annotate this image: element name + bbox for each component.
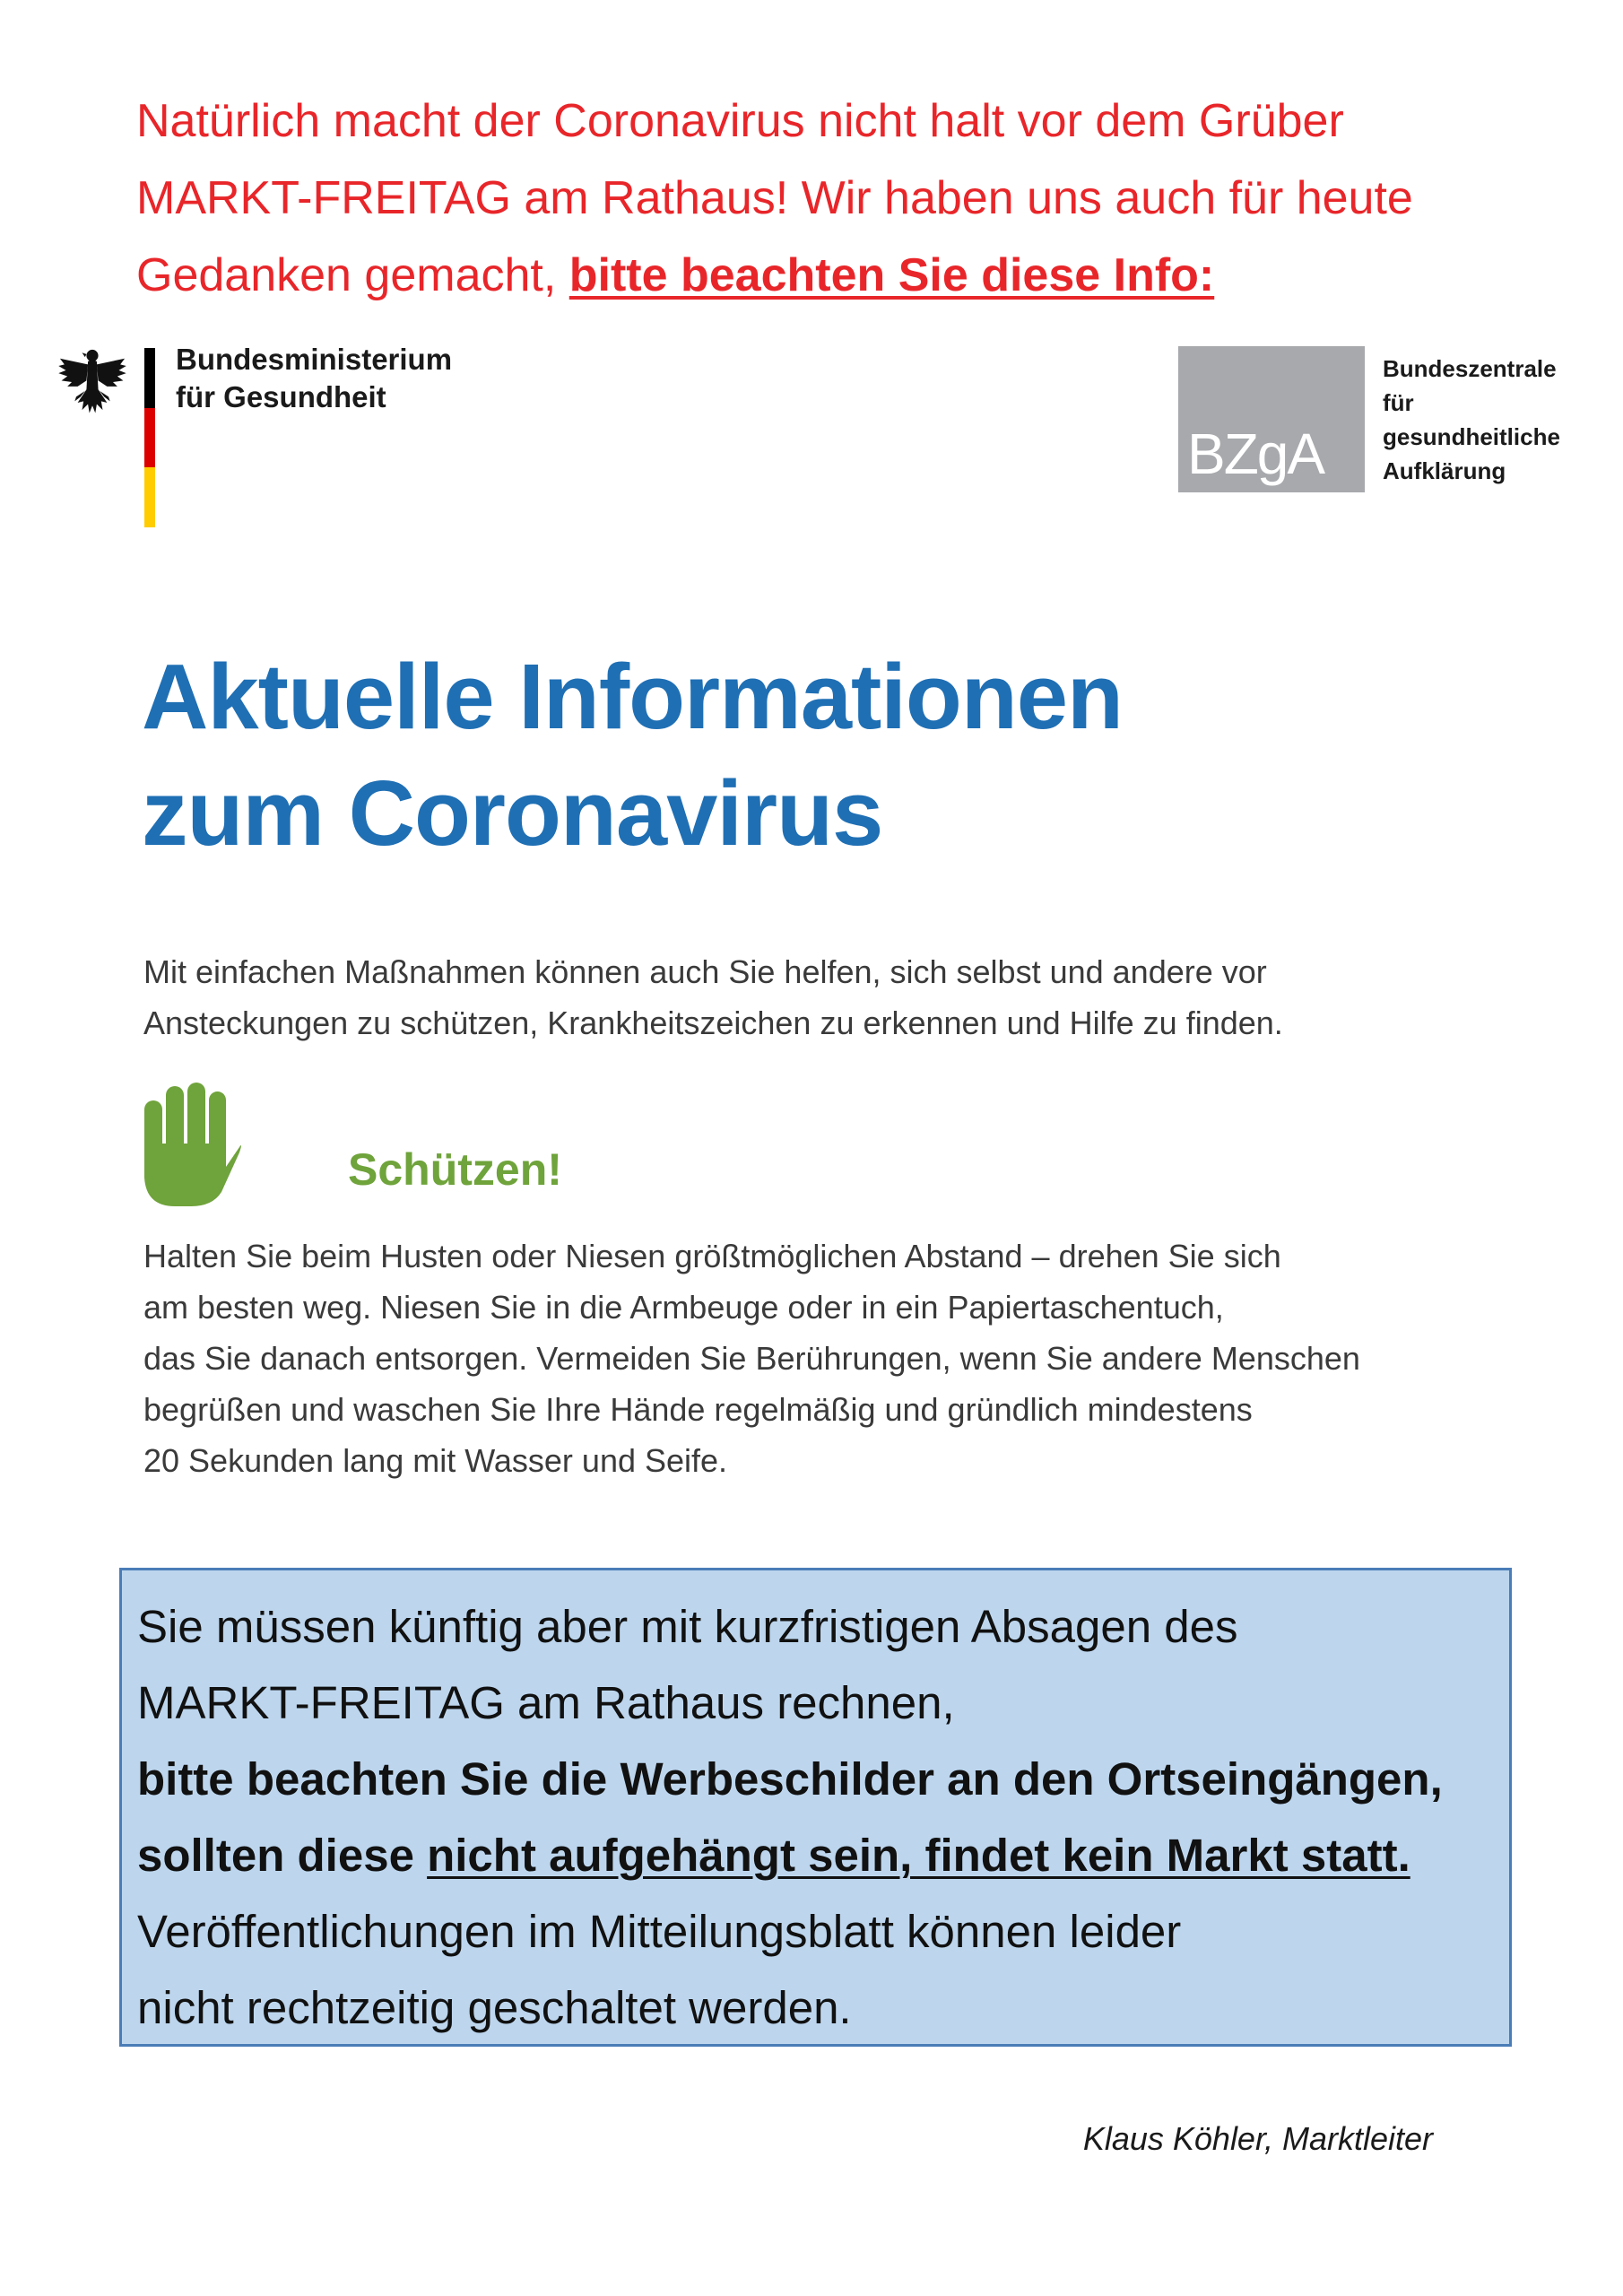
notice-line-1: Sie müssen künftig aber mit kurzfristigen Absagen des [137,1601,1238,1652]
intro-line-3-emphasis: bitte beachten Sie diese Info: [568,249,1215,301]
intro-text [136,83,1571,314]
german-flag-bar [144,348,155,527]
intro-line-3-plain: Gedanken gemacht, [136,249,569,301]
bzga-mark-text: BZgA [1187,422,1324,486]
notice-line-6: nicht rechtzeitig geschaltet werden. [137,1982,852,2033]
notice-line-4-plain: sollten diese [137,1830,428,1881]
page-title [142,639,1123,872]
federal-eagle-icon [56,345,129,419]
bzga-logo-text [1383,352,1560,488]
bzga-logo-mark [1178,346,1365,492]
bzga-line-2: für [1383,389,1414,416]
notice-line-4-underlined: nicht aufgehängt sein, findet kein Markt statt. [427,1830,1410,1881]
bmg-line-2: für Gesundheit [176,380,386,413]
title-line-2: zum Coronavirus [142,761,883,865]
title-line-1: Aktuelle Informationen [142,645,1123,748]
signature: Klaus Köhler, Marktleiter [1082,2120,1433,2157]
intro-paragraph-line-2: Ansteckungen zu schützen, Krankheitszeichen zu erkennen und Hilfe zu finden. [143,1004,1283,1041]
bzga-line-3: gesundheitliche [1383,423,1560,450]
bmg-line-1: Bundesministerium [176,343,453,376]
notice-box [119,1568,1512,2047]
bzga-line-4: Aufklärung [1383,457,1506,484]
protect-title: Schützen! [348,1144,562,1195]
intro-paragraph-line-1: Mit einfachen Maßnahmen können auch Sie helfen, sich selbst und andere vor [143,953,1267,990]
notice-text [137,1588,1443,2046]
protect-line-5: 20 Sekunden lang mit Wasser und Seife. [143,1442,728,1479]
protect-paragraph [143,1231,1542,1486]
intro-line-1: Natürlich macht der Coronavirus nicht halt vor dem Grüber [136,95,1344,147]
notice-line-5: Veröffentlichungen im Mitteilungsblatt können leider [137,1906,1182,1957]
intro-paragraph [143,946,1542,1048]
notice-line-2: MARKT-FREITAG am Rathaus rechnen, [137,1677,955,1728]
protect-line-4: begrüßen und waschen Sie Ihre Hände regelmäßig und gründlich mindestens [143,1391,1253,1428]
protect-line-1: Halten Sie beim Husten oder Niesen größtmöglichen Abstand – drehen Sie sich [143,1238,1281,1274]
stop-hand-icon [139,1081,242,1208]
notice-line-3: bitte beachten Sie die Werbeschilder an den Ortseingängen, [137,1753,1443,1805]
protect-line-3: das Sie danach entsorgen. Vermeiden Sie Berührungen, wenn Sie andere Menschen [143,1340,1360,1377]
intro-line-3 [136,237,1571,314]
protect-line-2: am besten weg. Niesen Sie in die Armbeuge oder in ein Papiertaschentuch, [143,1289,1224,1326]
intro-line-2: MARKT-FREITAG am Rathaus! Wir haben uns auch für heute [136,172,1413,224]
bmg-logo-text [176,341,452,416]
notice-line-4 [137,1817,1443,1893]
bzga-line-1: Bundeszentrale [1383,355,1557,382]
